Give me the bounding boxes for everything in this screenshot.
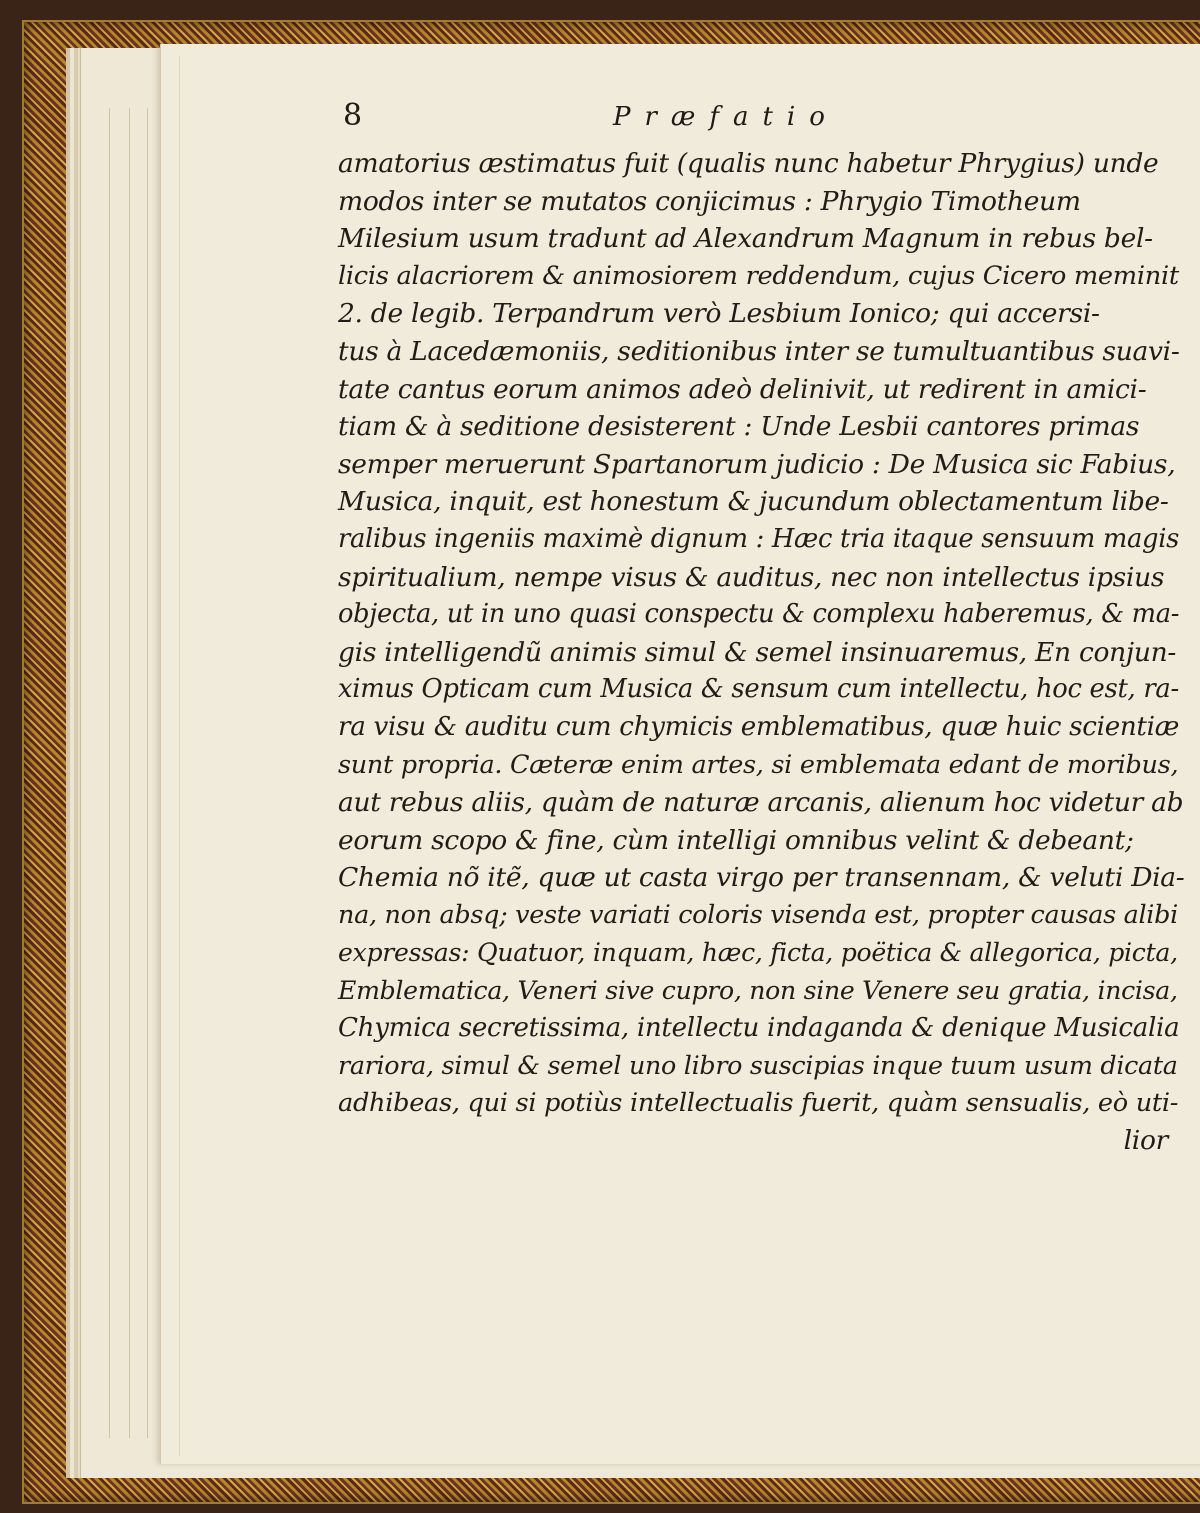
catchword: lior [1123, 1125, 1168, 1157]
text-line: na, non absq; veste variati coloris visenda est, propter causas alibi [338, 899, 1178, 930]
text-line: spiritualium, nempe visus & auditus, nec non intellectus ipsius [338, 561, 1165, 593]
text-line: expressas: Quatuor, inquam, hæc, ficta, poëtica & allegorica, picta, [338, 938, 1178, 968]
text-line: sunt propria. Cæteræ enim artes, si emblemata edant de moribus, [338, 749, 1179, 780]
text-line: Chemia nõ itẽ, quæ ut casta virgo per transennam, & veluti Dia- [338, 862, 1185, 894]
text-line: tus à Lacedæmoniis, seditionibus inter se tumultuantibus suavi- [338, 335, 1180, 367]
page-edge [129, 108, 130, 1438]
text-block [338, 145, 1188, 1160]
text-line: Milesium usum tradunt ad Alexandrum Magnum in rebus bel- [338, 223, 1153, 255]
text-line: modos inter se mutatos conjicimus : Phrygio Timotheum [338, 185, 1081, 217]
text-line: aut rebus aliis, quàm de naturæ arcanis, alienum hoc videtur ab [338, 787, 1184, 819]
text-line: semper meruerunt Spartanorum judicio : De Musica sic Fabius, [338, 448, 1176, 480]
text-line: 2. de legib. Terpandrum verò Lesbium Ionico; qui accersi- [338, 298, 1100, 330]
text-line: tate cantus eorum animos adeò delinivit, ut redirent in amici- [338, 373, 1147, 405]
text-line: gis intelligendũ animis simul & semel insinuaremus, En conjun- [338, 636, 1177, 668]
text-line: licis alacriorem & animosiorem reddendum, cujus Cicero meminit [338, 260, 1179, 291]
page-edge [147, 108, 148, 1438]
page-edge [109, 108, 110, 1438]
running-head: Præfatio [613, 102, 839, 132]
text-line: Emblematica, Veneri sive cupro, non sine Venere seu gratia, incisa, [338, 976, 1178, 1006]
text-line: ximus Opticam cum Musica & sensum cum intellectu, hoc est, ra- [338, 674, 1179, 705]
text-line: rariora, simul & semel uno libro suscipias inque tuum usum dicata [338, 1050, 1178, 1081]
text-line: adhibeas, qui si potiùs intellectualis fuerit, quàm sensualis, eò uti- [338, 1087, 1179, 1118]
text-line: eorum scopo & fine, cùm intelligi omnibus velint & debeant; [338, 824, 1134, 856]
text-line: tiam & à seditione desisterent : Unde Lesbii cantores primas [338, 411, 1140, 443]
page-header [343, 98, 1183, 138]
text-line: objecta, ut in uno quasi conspectu & complexu haberemus, & ma- [338, 599, 1180, 630]
page-number: 8 [343, 98, 363, 133]
text-line: ralibus ingeniis maximè dignum : Hæc tria itaque sensuum magis [338, 523, 1180, 554]
text-line: Chymica secretissima, intellectu indaganda & denique Musicalia [338, 1012, 1180, 1043]
text-line: ra visu & auditu cum chymicis emblematibus, quæ huic scientiæ [338, 711, 1179, 742]
text-line: amatorius æstimatus fuit (qualis nunc habetur Phrygius) unde [338, 148, 1159, 179]
text-line: Musica, inquit, est honestum & jucundum oblectamentum libe- [338, 486, 1169, 518]
